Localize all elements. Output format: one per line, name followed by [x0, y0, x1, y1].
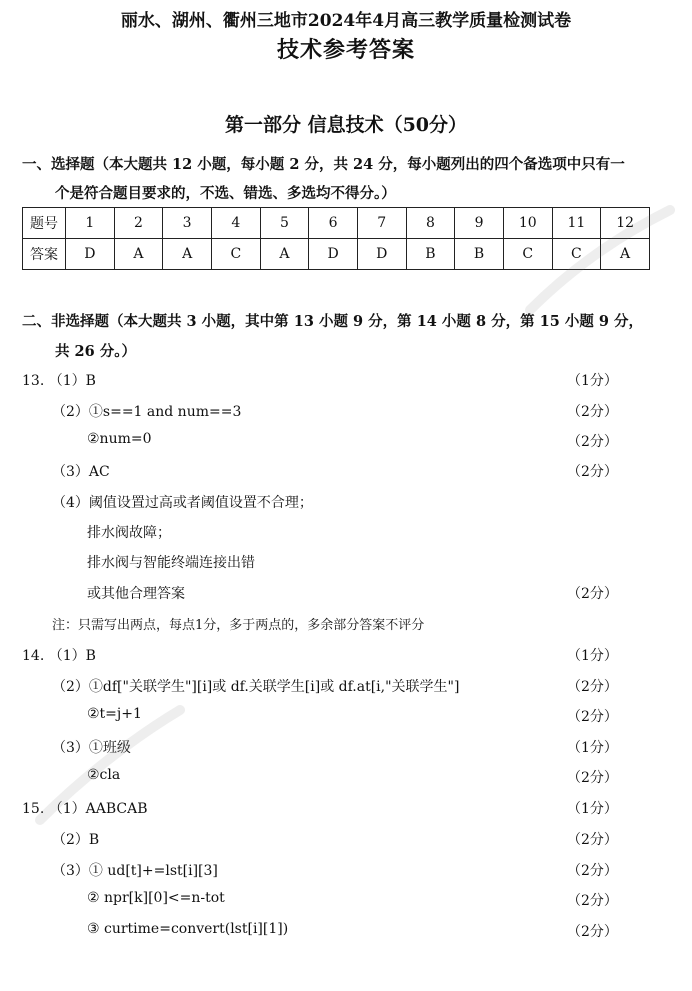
score-label: （2分） [567, 464, 618, 480]
section1-heading: 一、选择题（本大题共 12 小题，每小题 2 分，共 24 分，每小题列出的四个备选项中只有一 [22, 156, 625, 173]
answer-line: 排水阀与智能终端连接出错 [87, 555, 255, 571]
section2-heading-cont: 共 26 分。） [55, 343, 137, 360]
table-cell: 2 [114, 208, 163, 239]
table-cell: C [211, 239, 260, 270]
score-label: （1分） [567, 740, 618, 756]
score-label: （2分） [567, 586, 618, 602]
answer-line: ②cla [87, 767, 121, 783]
answer-line: 13. （1）B [22, 373, 96, 389]
score-label: （2分） [567, 434, 618, 450]
answer-line: 或其他合理答案 [87, 586, 185, 602]
exam-title: 丽水、湖州、衢州三地市2024年4月高三教学质量检测试卷 [120, 11, 572, 31]
score-label: （2分） [567, 679, 618, 695]
table-cell: C [503, 239, 552, 270]
table-cell: 1 [66, 208, 115, 239]
table-cell: A [601, 239, 650, 270]
answer-line: （2）①df["关联学生"][i]或 df.关联学生[i]或 df.at[i,"关联学生"] [52, 679, 460, 695]
score-label: （2分） [567, 924, 618, 940]
table-row-numbers [23, 208, 650, 239]
answer-line: 14. （1）B [22, 648, 96, 664]
score-label: （2分） [567, 709, 618, 725]
table-cell: B [406, 239, 455, 270]
table-cell: 9 [455, 208, 504, 239]
answer-line: ② npr[k][0]<=n-tot [87, 890, 225, 906]
answer-line: （2）①s==1 and num==3 [52, 404, 242, 420]
answer-line: （3）①班级 [52, 740, 131, 756]
row-label-number: 题号 [23, 208, 66, 239]
answer-line: （4）阈值设置过高或者阈值设置不合理； [52, 495, 313, 511]
table-cell: D [309, 239, 358, 270]
table-cell: 11 [552, 208, 601, 239]
score-label: （2分） [567, 404, 618, 420]
answer-line: （3）① ud[t]+=lst[i][3] [52, 863, 218, 879]
section1-heading-cont: 个是符合题目要求的，不选、错选、多选均不得分。） [55, 185, 396, 202]
score-label: （1分） [567, 373, 618, 389]
table-cell: A [114, 239, 163, 270]
table-cell: B [455, 239, 504, 270]
score-label: （2分） [567, 863, 618, 879]
table-cell: 6 [309, 208, 358, 239]
table-row-answers [23, 239, 650, 270]
table-cell: A [260, 239, 309, 270]
part-title: 第一部分 信息技术（50分） [224, 114, 468, 136]
answer-line: （2）B [52, 832, 100, 848]
answer-key-title: 技术参考答案 [276, 37, 415, 63]
table-cell: A [163, 239, 212, 270]
score-label: （1分） [567, 801, 618, 817]
answer-line: ②t=j+1 [87, 706, 142, 722]
answer-line: ③ curtime=convert(lst[i][1]) [87, 921, 289, 937]
table-cell: 8 [406, 208, 455, 239]
score-label: （1分） [567, 648, 618, 664]
answer-line: （3）AC [52, 464, 110, 480]
table-cell: C [552, 239, 601, 270]
score-label: （2分） [567, 832, 618, 848]
answer-table [22, 207, 650, 270]
answer-line: 15. （1）AABCAB [22, 801, 148, 817]
section2-heading: 二、非选择题（本大题共 3 小题，其中第 13 小题 9 分，第 14 小题 8 分，第 15 小题 9 分， [22, 313, 644, 330]
grading-note: 注：只需写出两点，每点1分，多于两点的，多余部分答案不评分 [52, 618, 425, 633]
score-label: （2分） [567, 893, 618, 909]
answer-line: ②num=0 [87, 431, 152, 447]
table-cell: 5 [260, 208, 309, 239]
table-cell: 4 [211, 208, 260, 239]
table-cell: 7 [357, 208, 406, 239]
score-label: （2分） [567, 770, 618, 786]
table-cell: 10 [503, 208, 552, 239]
table-cell: D [66, 239, 115, 270]
table-cell: D [357, 239, 406, 270]
table-cell: 12 [601, 208, 650, 239]
row-label-answer: 答案 [23, 239, 66, 270]
answer-line: 排水阀故障； [87, 525, 171, 541]
table-cell: 3 [163, 208, 212, 239]
